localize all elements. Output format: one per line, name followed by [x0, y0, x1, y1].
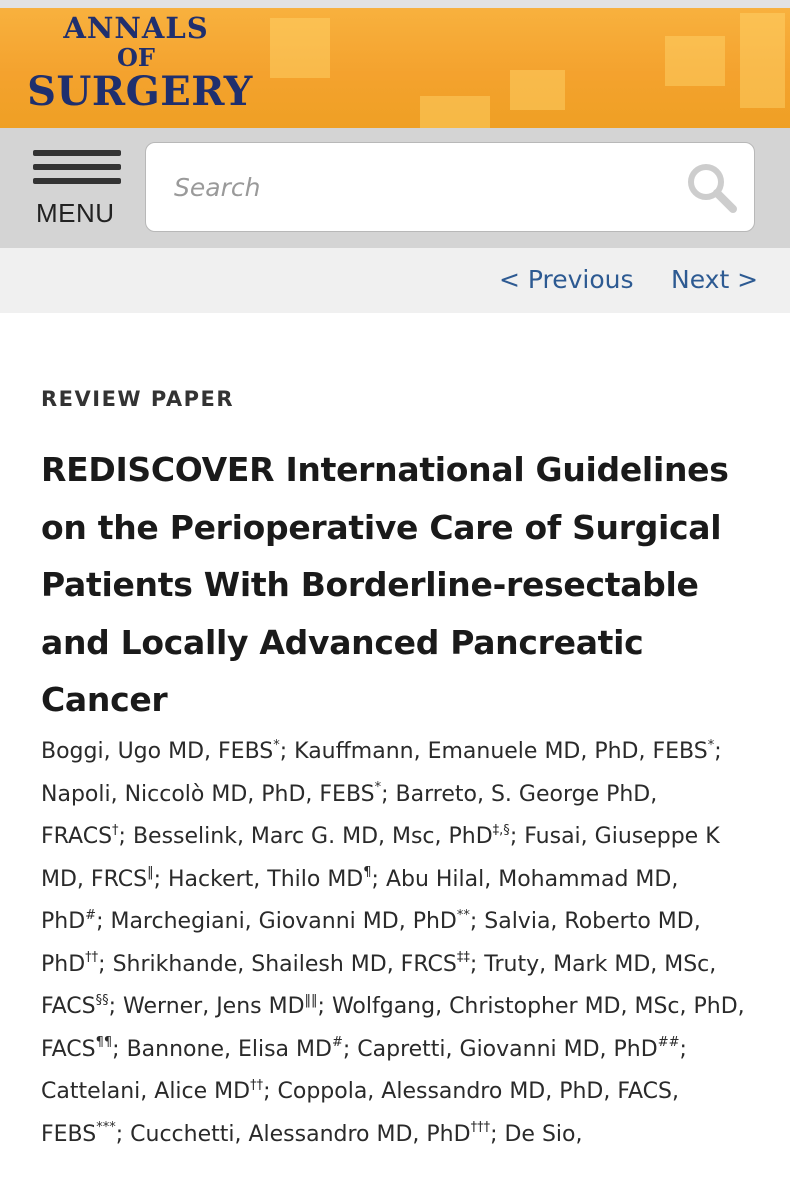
- affiliation-marker: ##: [657, 1035, 680, 1051]
- affiliation-marker: ††: [250, 1077, 264, 1093]
- affiliation-marker: ‖‖: [304, 992, 318, 1008]
- affiliation-marker: ‖: [147, 865, 154, 881]
- affiliation-marker: ¶¶: [95, 1035, 113, 1051]
- banner-decor: [510, 70, 565, 110]
- article-pager: [0, 248, 790, 313]
- affiliation-marker: ††: [85, 950, 99, 966]
- author-name[interactable]: Abu Hilal, Mohammad MD, PhD: [41, 866, 679, 934]
- hamburger-icon: [33, 164, 121, 170]
- author-name[interactable]: Wolfgang, Christopher MD, MSc, PhD, FACS: [41, 994, 745, 1062]
- article-title: REDISCOVER International Guidelines on the Perioperative Care of Surgical Patients With Borderline-resectable and Locally Advanced Pancreatic Cancer: [41, 450, 729, 719]
- banner-decor: [420, 96, 490, 128]
- affiliation-marker: #: [85, 907, 97, 923]
- affiliation-marker: **: [456, 907, 470, 923]
- author-name[interactable]: Shrikhande, Shailesh MD, FRCS: [112, 951, 457, 977]
- journal-banner: [0, 8, 790, 128]
- affiliation-marker: *: [374, 780, 382, 796]
- author-name[interactable]: Cucchetti, Alessandro MD, PhD: [130, 1121, 471, 1147]
- author-list: Boggi, Ugo MD, FEBS*; Kauffmann, Emanuele MD, PhD, FEBS*; Napoli, Niccolò MD, PhD, FEBS*; Barreto, S. George PhD, FRACS†; Besselink, Marc G. MD, Msc, PhD‡,§; Fusai, Giuseppe K MD, FRCS‖; Hackert, Thilo MD¶; Abu Hilal, Mohammad MD, PhD#; Marchegiani, Giovanni MD, PhD**; Salvia, Roberto MD, PhD††; Shrikhande, Shailesh MD, FRCS‡‡; Truty, Mark MD, MSc, FACS§§; Werner, Jens MD‖‖; Wolfgang, Christopher MD, MSc, PhD, FACS¶¶; Bannone, Elisa MD#; Capretti, Giovanni MD, PhD##; Cattelani, Alice MD††; Coppola, Alessandro MD, PhD, FACS, FEBS***; Cucchetti, Alessandro MD, PhD†††; De Sio,: [41, 737, 745, 1147]
- banner-decor: [740, 13, 785, 108]
- affiliation-marker: §§: [95, 992, 109, 1008]
- author-name[interactable]: Bannone, Elisa MD: [126, 1036, 332, 1062]
- banner-decor: [270, 18, 330, 78]
- article-section: REVIEW PAPER: [41, 387, 235, 411]
- hamburger-icon: [33, 150, 121, 156]
- author-name[interactable]: Truty, Mark MD, MSc, FACS: [41, 951, 717, 1019]
- logo-line: SURGERY: [27, 68, 253, 115]
- author-name[interactable]: Besselink, Marc G. MD, Msc, PhD: [132, 824, 493, 849]
- search-box[interactable]: [145, 142, 755, 232]
- author-name[interactable]: Fusai, Giuseppe K MD, FRCS: [41, 824, 720, 892]
- author-name[interactable]: De Sio,: [504, 1121, 583, 1147]
- author-name[interactable]: Hackert, Thilo MD: [168, 866, 364, 892]
- previous-link[interactable]: < Previous: [499, 265, 634, 294]
- affiliation-marker: ‡‡: [456, 950, 470, 966]
- author-name[interactable]: Cattelani, Alice MD: [41, 1079, 251, 1104]
- search-icon[interactable]: [684, 160, 738, 214]
- affiliation-marker: *: [273, 737, 280, 753]
- author-name[interactable]: Barreto, S. George PhD, FRACS: [41, 781, 658, 849]
- affiliation-marker: ‡,§: [492, 822, 510, 838]
- affiliation-marker: *: [707, 737, 715, 753]
- author-name[interactable]: Coppola, Alessandro MD, PhD, FACS, FEBS: [41, 1079, 679, 1147]
- status-strip: [0, 0, 790, 8]
- hamburger-icon: [33, 178, 121, 184]
- banner-decor: [665, 36, 725, 86]
- author-name[interactable]: Capretti, Giovanni MD, PhD: [357, 1036, 658, 1062]
- affiliation-marker: #: [331, 1035, 343, 1051]
- author-name[interactable]: Marchegiani, Giovanni MD, PhD: [110, 909, 457, 934]
- menu-label: MENU: [36, 198, 115, 228]
- affiliation-marker: ¶: [363, 865, 372, 881]
- journal-logo[interactable]: [10, 11, 270, 115]
- nav-bar: [0, 128, 790, 248]
- author-name[interactable]: Kauffmann, Emanuele MD, PhD, FEBS: [294, 739, 708, 764]
- next-link[interactable]: Next >: [671, 265, 759, 294]
- search-input[interactable]: [174, 165, 674, 209]
- menu-button[interactable]: [28, 148, 128, 233]
- logo-line: OF: [117, 43, 155, 72]
- author-name[interactable]: Boggi, Ugo MD, FEBS: [41, 739, 274, 764]
- author-name[interactable]: Napoli, Niccolò MD, PhD, FEBS: [41, 781, 375, 807]
- author-name[interactable]: Werner, Jens MD: [123, 994, 305, 1019]
- author-name[interactable]: Salvia, Roberto MD, PhD: [41, 909, 701, 977]
- affiliation-marker: †††: [470, 1120, 491, 1136]
- affiliation-marker: †: [112, 822, 119, 838]
- affiliation-marker: ***: [96, 1120, 116, 1136]
- logo-line: ANNALS: [63, 11, 209, 45]
